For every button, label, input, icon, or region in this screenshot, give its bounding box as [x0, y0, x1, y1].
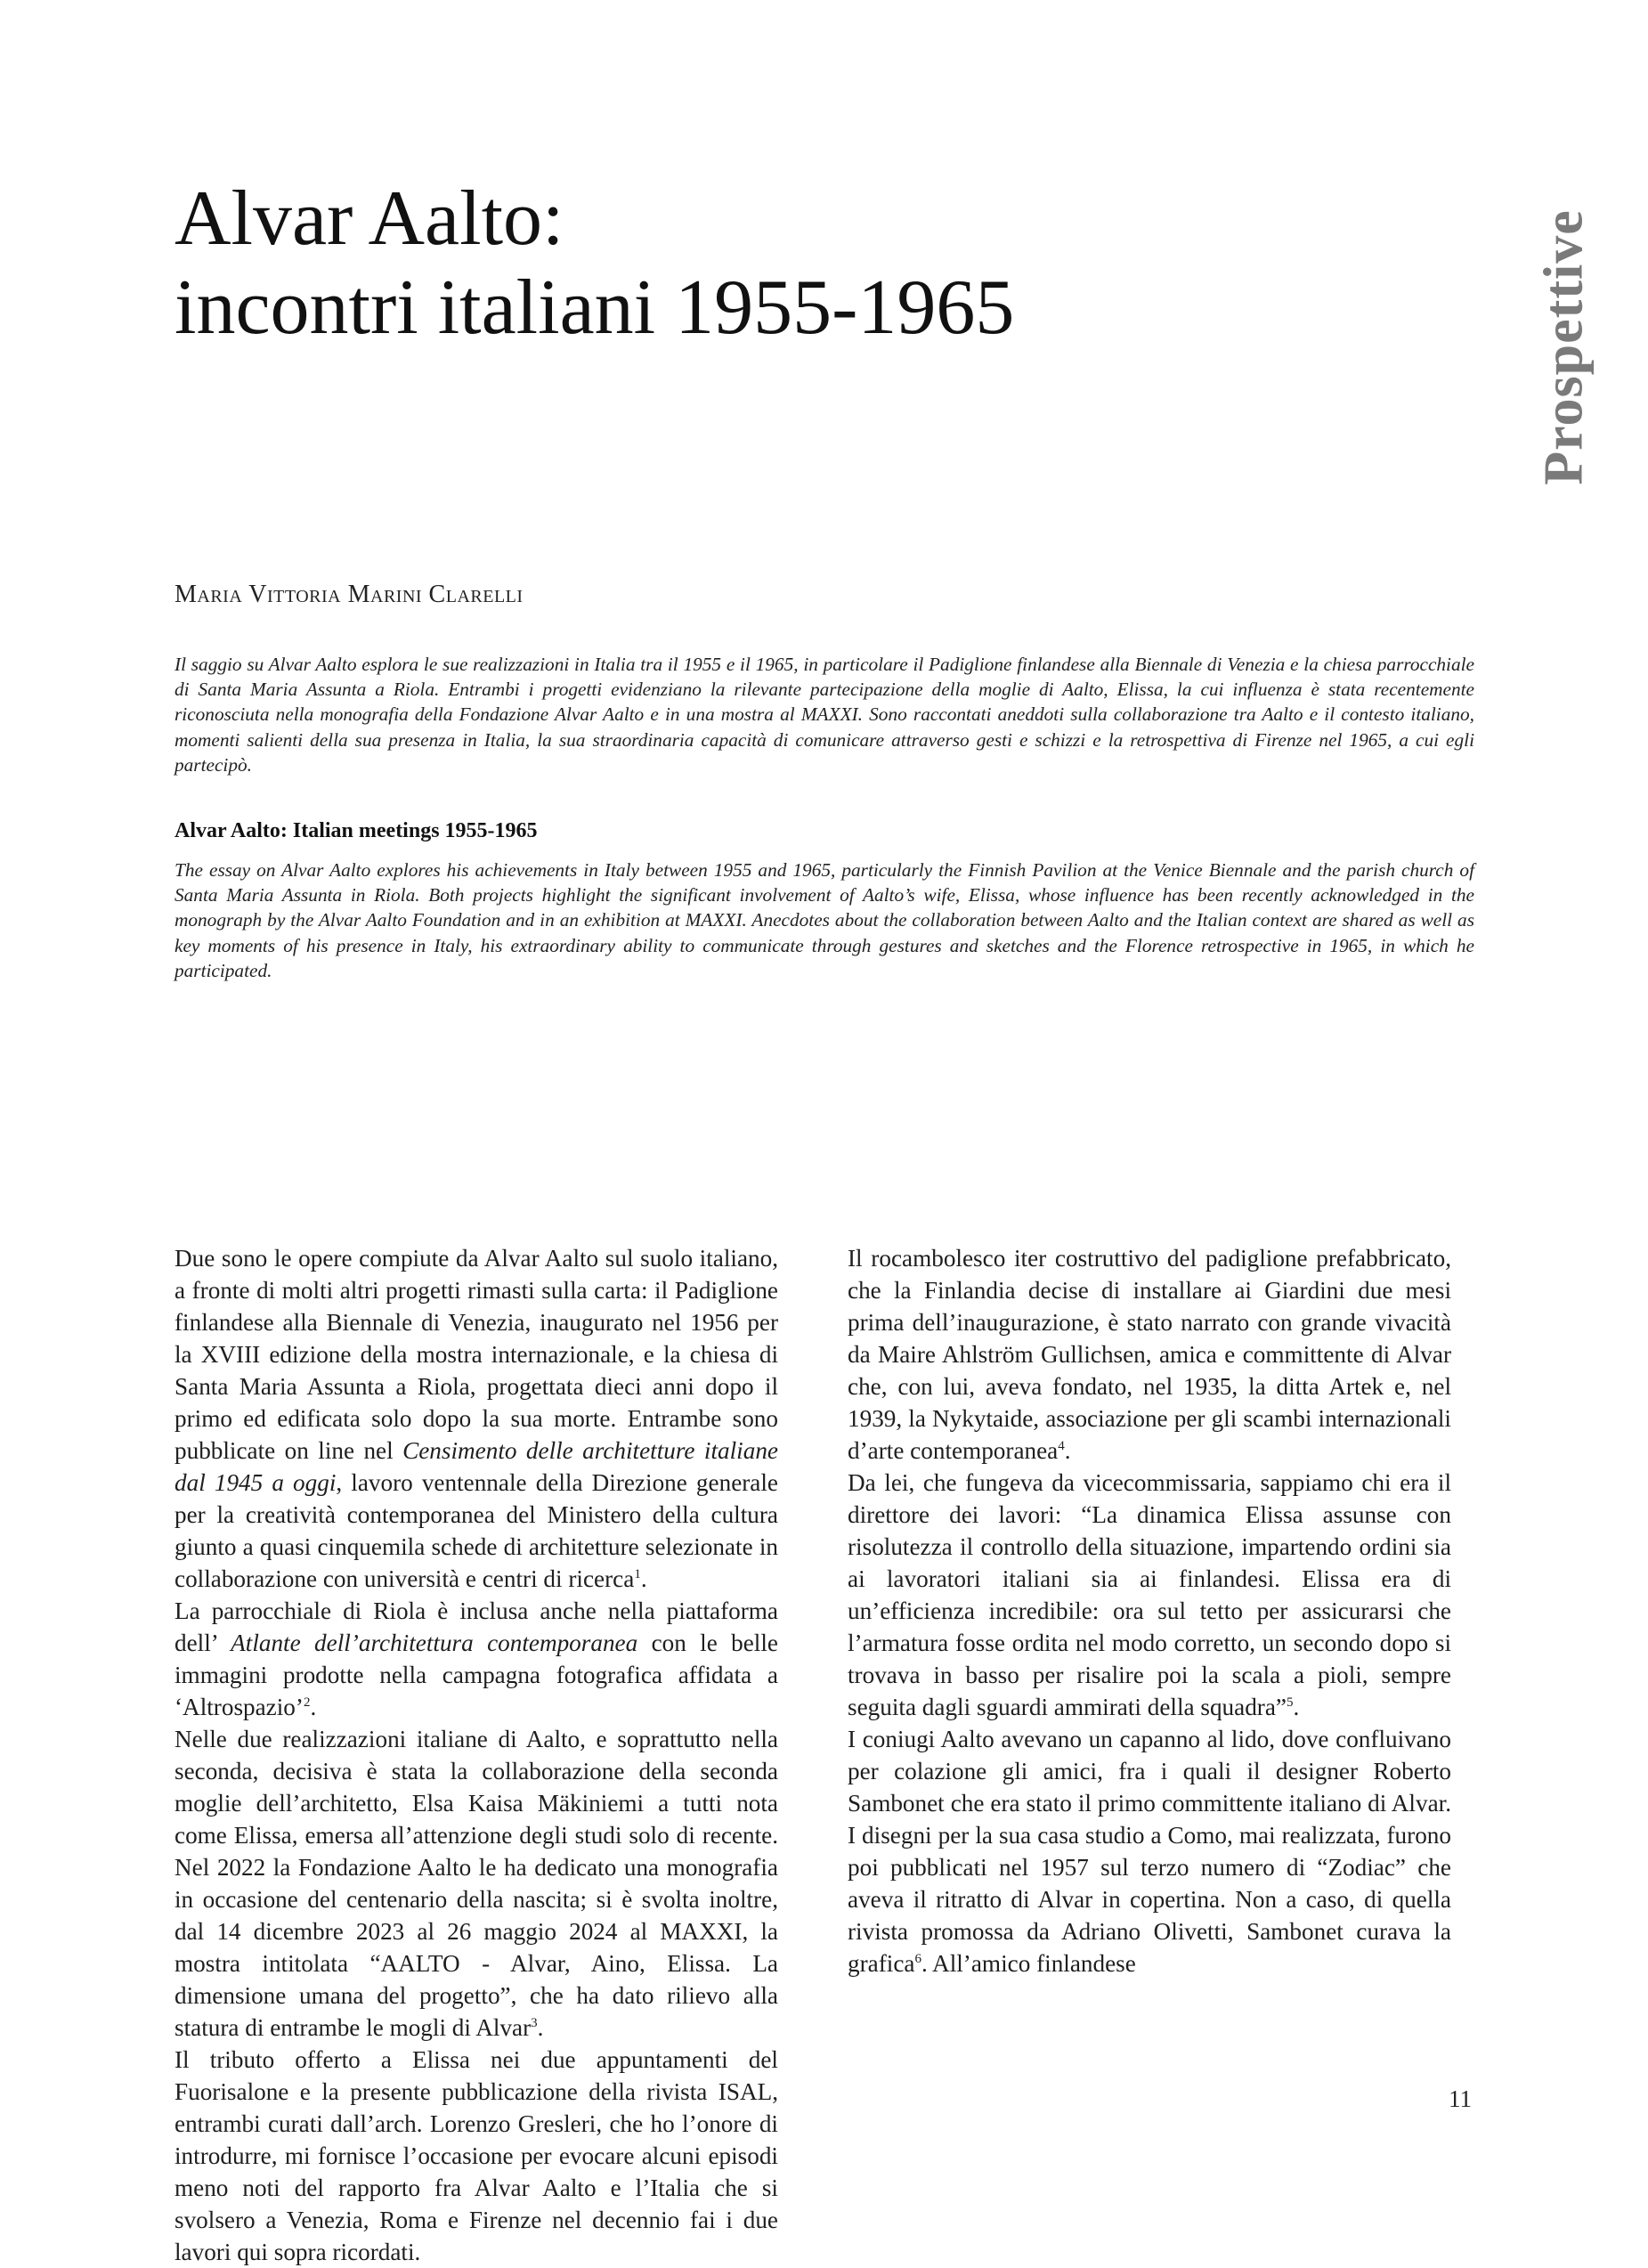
text-run: Da lei, che fungeva da vicecommissaria, sappiamo chi era il direttore dei lavori: “La dinamica Elissa assunse con risolutezza il controllo della situazione, impartendo ordini sia ai lavoratori italiani sia ai finlandesi. Elissa era di un’efficienza incredibile: ora sul tetto per assicurarsi che l’armatura fosse ordita nel modo corretto, un secondo dopo si trovava in basso per risalire poi la scala a pioli, sempre seguita dagli sguardi ammirati della squadra” — [848, 1469, 1451, 1720]
footnote-ref[interactable]: 6 — [914, 1951, 921, 1966]
text-run: I coniugi Aalto avevano un capanno al lido, dove confluivano per colazione gli amici, fra i quali il designer Roberto Sambonet che era stato il primo committente italiano di Alvar. I disegni per la sua casa studio a Como, mai realizzata, furono poi pubblicati nel 1957 sul terzo numero di “Zodiac” che aveva il ritratto di Alvar in copertina. Non a caso, di quella rivista promossa da Adriano Olivetti, Sambonet curava la grafica — [848, 1726, 1451, 1977]
abstract-italian: Il saggio su Alvar Aalto esplora le sue realizzazioni in Italia tra il 1955 e il 1965, in particolare il Padiglione finlandese alla Biennale di Venezia e la chiesa parrocchiale di Santa Maria Assunta a Riola. Entrambi i progetti evidenziano la rilevante partecipazione della moglie di Aalto, Elissa, la cui influenza è stata recentemente riconosciuta nella monografia della Fondazione Alvar Aalto e in una mostra al MAXXI. Sono raccontati aneddoti sulla collaborazione tra Aalto e il contesto italiano, momenti salienti della sua presenza in Italia, la sua straordinaria capacità di comunicare attraverso gesti e schizzi e la retrospettiva di Firenze nel 1965, a cui egli partecipò. — [175, 654, 1474, 776]
page-number: 11 — [1449, 2085, 1472, 2112]
text-run: con le belle immagini prodotte nella campagna fotografica affidata a ‘Altrospazio’ — [175, 1630, 778, 1720]
text-run: . — [640, 1565, 647, 1592]
text-run: Il tributo offerto a Elissa nei due appuntamenti del Fuorisalone e la presente pubblicazione della rivista ISAL, entrambi curati dall’arch. Lorenzo Gresleri, che ho l’onore di introdurre, mi fornisce l’occasione per evocare alcuni episodi meno noti del rapporto fra Alvar Aalto e l’Italia che si svolsero a Venezia, Roma e Firenze nel decennio fai i due lavori qui sopra ricordati. — [175, 2046, 778, 2265]
body-column-right — [848, 1242, 1451, 1979]
body-column-left — [175, 1242, 778, 2268]
body-paragraph-continued — [175, 2044, 778, 2268]
body-paragraph — [848, 1723, 1451, 1979]
italic-title: Atlante dell’architettura contemporanea — [231, 1630, 638, 1656]
text-run: La parrocchiale di Riola è inclusa anche nella piattaforma dell’ — [175, 1597, 778, 1656]
section-tab-label: Prospettive — [1533, 209, 1595, 485]
footnote-ref[interactable]: 1 — [634, 1566, 641, 1581]
footnote-ref[interactable]: 4 — [1058, 1438, 1065, 1453]
footnote-ref[interactable]: 2 — [303, 1695, 311, 1710]
body-paragraph — [175, 1242, 778, 1595]
body-paragraph — [848, 1242, 1451, 1467]
text-run: Il rocambolesco iter costruttivo del padiglione prefabbricato, che la Finlandia decise di installare ai Giardini due mesi prima dell’inaugurazione, è stato narrato con grande vivacità da Maire Ahlström Gullichsen, amica e committente di Alvar che, con lui, aveva fondato, nel 1935, la ditta Artek e, nel 1939, la Nykytaide, associazione per gli scambi internazionali d’arte contemporanea — [848, 1245, 1451, 1464]
text-run: . — [310, 1694, 317, 1720]
footnote-ref[interactable]: 3 — [531, 2015, 538, 2030]
body-paragraph — [175, 1723, 778, 2044]
text-run: . All’amico finlandese — [921, 1950, 1136, 1977]
title-line-2: incontri italiani 1955-1965 — [175, 264, 1015, 351]
title-line-1: Alvar Aalto: — [175, 175, 564, 262]
body-paragraph — [848, 1467, 1451, 1723]
text-run: . — [537, 2014, 544, 2041]
text-run: . — [1064, 1437, 1071, 1464]
body-paragraph — [175, 1595, 778, 1723]
text-run: , lavoro ventennale della Direzione generale per la creatività contemporanea del Ministero della cultura giunto a quasi cinquemila schede di architetture selezionate in collaborazione con università e centri di ricerca — [175, 1469, 778, 1592]
text-run: . — [1293, 1694, 1300, 1720]
text-run: Nelle due realizzazioni italiane di Aalto, e soprattutto nella seconda, decisiva è stata la collaborazione della seconda moglie dell’architetto, Elsa Kaisa Mäkiniemi a tutti nota come Elissa, emersa all’attenzione degli studi solo di recente. Nel 2022 la Fondazione Aalto le ha dedicato una monografia in occasione del centenario della nascita; si è svolta inoltre, dal 14 dicembre 2023 al 26 maggio 2024 al MAXXI, la mostra intitolata “AALTO - Alvar, Aino, Elissa. La dimensione umana del progetto”, che ha dato rilievo alla statura di entrambe le mogli di Alvar — [175, 1726, 778, 2041]
english-title: Alvar Aalto: Italian meetings 1955-1965 — [175, 819, 538, 842]
author-byline: Maria Vittoria Marini Clarelli — [175, 581, 524, 608]
article-title — [175, 175, 1332, 353]
text-run: Due sono le opere compiute da Alvar Aalto sul suolo italiano, a fronte di molti altri progetti rimasti sulla carta: il Padiglione finlandese alla Biennale di Venezia, inaugurato nel 1956 per la XVIII edizione della mostra internazionale, e la chiesa di Santa Maria Assunta a Riola, progettata dieci anni dopo il primo ed edificata solo dopo la sua morte. Entrambe sono pubblicate on line nel — [175, 1245, 778, 1464]
section-tab — [1524, 205, 1604, 490]
italic-title: Censimento delle architetture italiane dal 1945 a oggi — [175, 1437, 778, 1496]
footnote-ref[interactable]: 5 — [1287, 1695, 1294, 1710]
abstract-english: The essay on Alvar Aalto explores his achievements in Italy between 1955 and 1965, particularly the Finnish Pavilion at the Venice Biennale and the parish church of Santa Maria Assunta in Riola. Both projects highlight the significant involvement of Aalto’s wife, Elissa, whose influence has been recently acknowledged in the monograph by the Alvar Aalto Foundation and in an exhibition at MAXXI. Anecdotes about the collaboration between Aalto and the Italian context are shared as well as key moments of his presence in Italy, his extraordinary ability to communicate through gestures and sketches and the Florence retrospective in 1965, in which he participated. — [175, 859, 1474, 981]
